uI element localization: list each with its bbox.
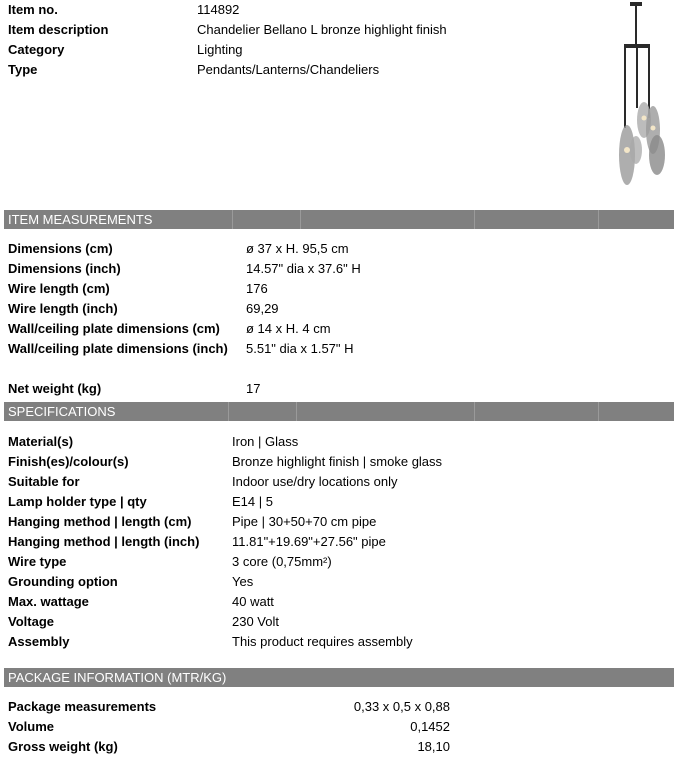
- item-measurements-title: ITEM MEASUREMENTS: [8, 212, 153, 227]
- spec-label: Hanging method | length (cm): [8, 514, 192, 529]
- package-label: Package measurements: [8, 699, 157, 714]
- spec-label: Voltage: [8, 614, 54, 629]
- spec-label: Grounding option: [8, 574, 118, 589]
- spec-label: Lamp holder type | qty: [8, 494, 147, 509]
- package-value: 18,10: [417, 739, 450, 754]
- measurement-label: Wire length (inch): [8, 301, 118, 316]
- measurement-label: Dimensions (cm): [8, 241, 113, 256]
- spec-value: Yes: [232, 574, 254, 589]
- spec-label: Material(s): [8, 434, 74, 449]
- spec-value: 11.81"+19.69"+27.56" pipe: [232, 534, 386, 549]
- measurement-label: Wire length (cm): [8, 281, 110, 296]
- measurement-label: Wall/ceiling plate dimensions (inch): [8, 341, 228, 356]
- item-description-value: Chandelier Bellano L bronze highlight finish: [197, 22, 447, 37]
- specifications-title: SPECIFICATIONS: [8, 404, 116, 419]
- category-value: Lighting: [197, 42, 243, 57]
- package-label: Gross weight (kg): [8, 739, 118, 754]
- package-value: 0,1452: [410, 719, 450, 734]
- category-label: Category: [8, 42, 65, 57]
- package-value: 0,33 x 0,5 x 0,88: [353, 699, 450, 714]
- spec-value: Bronze highlight finish | smoke glass: [232, 454, 443, 469]
- spec-value: Iron | Glass: [232, 434, 299, 449]
- package-info-header: [4, 668, 674, 687]
- spec-value: E14 | 5: [232, 494, 273, 509]
- measurement-label: Dimensions (inch): [8, 261, 121, 276]
- item-no-value: 114892: [197, 2, 240, 17]
- measurement-value: ø 14 x H. 4 cm: [246, 321, 331, 336]
- measurement-value: ø 37 x H. 95,5 cm: [246, 241, 349, 256]
- spec-label: Hanging method | length (inch): [8, 534, 200, 549]
- item-measurements-header: [4, 210, 674, 229]
- measurement-label: Wall/ceiling plate dimensions (cm): [8, 321, 220, 336]
- net-weight-label: Net weight (kg): [8, 381, 102, 396]
- spec-value: 3 core (0,75mm²): [232, 554, 332, 569]
- item-description-label: Item description: [8, 22, 109, 37]
- spec-value: Indoor use/dry locations only: [232, 474, 398, 489]
- spec-label: Max. wattage: [8, 594, 89, 609]
- spec-label: Wire type: [8, 554, 67, 569]
- item-no-label: Item no.: [8, 2, 58, 17]
- spec-label: Finish(es)/colour(s): [8, 454, 129, 469]
- measurement-value: 69,29: [246, 301, 279, 316]
- measurement-value: 5.51" dia x 1.57" H: [246, 341, 354, 356]
- measurement-value: 176: [246, 281, 268, 296]
- type-label: Type: [8, 62, 38, 77]
- spec-label: Suitable for: [8, 474, 80, 489]
- package-info-title: PACKAGE INFORMATION (MTR/KG): [8, 670, 227, 685]
- measurement-value: 14.57" dia x 37.6" H: [246, 261, 361, 276]
- spec-value: 230 Volt: [232, 614, 279, 629]
- package-label: Volume: [8, 719, 54, 734]
- product-image: [606, 0, 674, 196]
- spec-value: This product requires assembly: [232, 634, 413, 649]
- spec-value: 40 watt: [232, 594, 274, 609]
- net-weight-value: 17: [246, 381, 261, 396]
- type-value: Pendants/Lanterns/Chandeliers: [197, 62, 380, 77]
- spec-label: Assembly: [8, 634, 70, 649]
- specifications-header: [4, 402, 674, 421]
- spec-value: Pipe | 30+50+70 cm pipe: [232, 514, 377, 529]
